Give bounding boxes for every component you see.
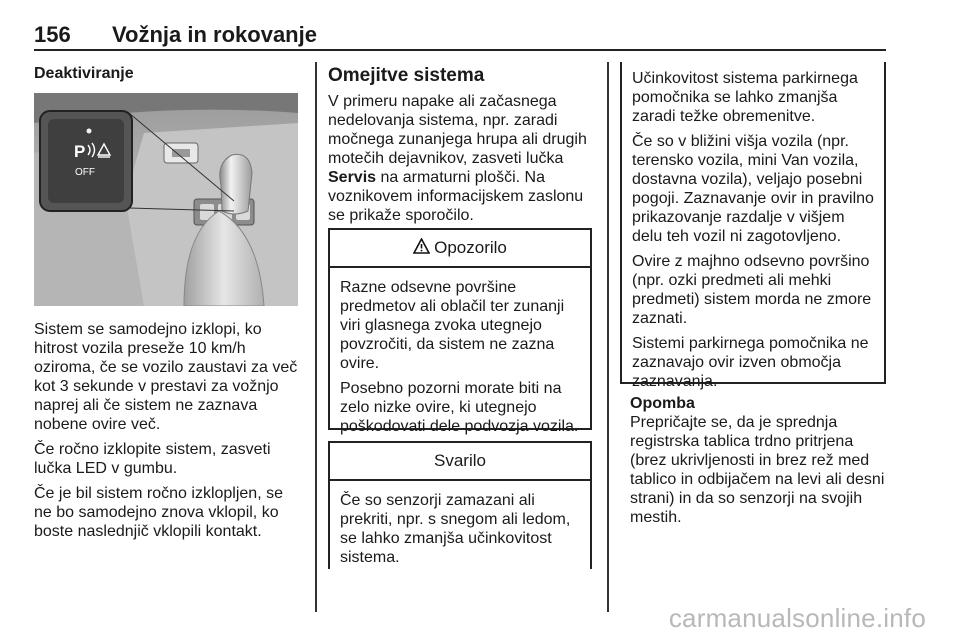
column-divider-right [607,62,609,612]
paragraph: Razne odsevne površine predmetov ali oblačil ter zunanji viri glasnega zvoka utegnejo povzročiti, da sistem ne zazna ovire. [340,279,565,372]
warning-box-body [330,268,590,436]
svg-text:P: P [74,142,86,161]
section-heading-deactivation: Deaktiviranje [34,65,134,82]
watermark: carmanualsonline.info [668,603,926,633]
paragraph: Če ročno izklopite sistem, zasveti lučka LED v gumbu. [34,441,271,477]
caution-box [328,441,592,569]
caution-title: Svarilo [434,451,486,470]
header-rule [34,49,886,51]
continued-warning-box [620,62,886,390]
paragraph: Če so senzorji zamazani ali prekriti, npr. s snegom ali ledom, se lahko zmanjša učinkovitost sistema. [340,492,571,566]
page-number: 156 [34,22,71,47]
intro-text: V primeru napake ali začasnega nedelovanja sistema, npr. zaradi močnega zunanjega hrupa ali drugih motečih dejavnikov, zasveti lučka [328,93,587,167]
note-section [630,394,888,533]
paragraph: Sistemi parkirnega pomočnika ne zaznavajo ovir izven območja zaznavanja. [632,335,869,390]
service-label: Servis [328,169,377,186]
paragraph: Učinkovitost sistema parkirnega pomočnika se lahko zmanjša zaradi težke obremenitve. [632,70,858,125]
caution-box-body [330,481,590,567]
gear-console-image [34,93,298,306]
intro-text-end: na armaturni plošči. Na voznikovem informacijskem zaslonu se prikaže sporočilo. [328,169,584,224]
warning-box-header [330,230,590,268]
caution-box-header [330,443,590,481]
paragraph-intro [328,92,594,225]
warning-box [328,228,592,435]
middle-column [328,66,594,231]
section-heading-limitations: Omejitve sistema [328,65,485,86]
column-divider-left [315,62,317,612]
paragraph: Posebno pozorni morate biti na zelo nizke ovire, ki utegnejo poškodovati dele podvozja vozila. [340,380,579,435]
paragraph: Če so v bližini višja vozila (npr. terensko vozila, mini Van vozila, dostavna vozila), veljajo posebni pogoji. Zaznavanje ovir in pravilno prikazovanje razdalje v višjem delu teh vozil ni zagotovljeno. [632,133,874,245]
paragraph: Ovire z majhno odsevno površino (npr. ozki predmeti ali mehki predmeti) sistem morda ne zmore zaznati. [632,253,872,327]
page-title: Vožnja in rokovanje [112,22,317,47]
console-illustration [34,93,298,306]
warning-triangle-icon [413,238,430,259]
note-heading: Opomba [630,395,695,412]
left-column [34,64,302,83]
paragraph: Sistem se samodejno izklopi, ko hitrost vozila preseže 10 km/h oziroma, če se vozilo zaustavi za več kot 3 sekunde v prestavi za vožnjo naprej ali če sistem ne zaznava nobene ovire več. [34,321,298,433]
off-button-label: OFF [75,167,95,178]
paragraph: Če je bil sistem ročno izklopljen, se ne bo samodejno znova vklopil, ko boste naslednjič vklopili kontakt. [34,485,283,540]
continued-box-body [622,62,884,391]
warning-title: Opozorilo [434,238,507,257]
note-text: Prepričajte se, da je sprednja registrska tablica trdno pritrjena (brez ukrivljenosti in brez rež med tablico in odbijačem na levi ali desni strani) in da so senzorji na svojih mestih. [630,414,885,526]
left-column-text [34,320,302,547]
